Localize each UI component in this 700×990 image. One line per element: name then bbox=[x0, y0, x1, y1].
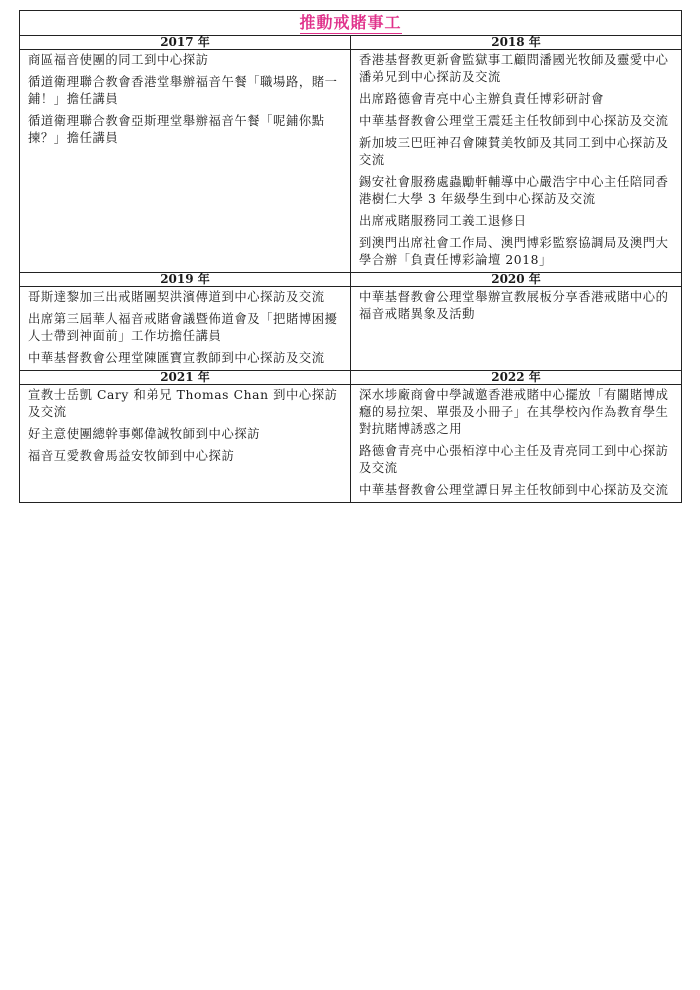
title-cell bbox=[20, 11, 682, 36]
activity-entry: 哥斯達黎加三出戒賭團契洪濱傳道到中心探訪及交流 bbox=[28, 290, 325, 304]
year-entries bbox=[20, 385, 351, 503]
year-entries bbox=[20, 50, 351, 273]
activity-entry: 福音互愛教會馬益安牧師到中心探訪 bbox=[28, 449, 235, 463]
ministry-table bbox=[19, 10, 682, 503]
activity-entry: 循道衛理聯合教會亞斯理堂舉辦福音午餐「呢鋪你點揀？」擔任講員 bbox=[28, 114, 325, 145]
activity-entry: 好主意使團總幹事鄭偉誠牧師到中心探訪 bbox=[28, 427, 261, 441]
activity-entry: 新加坡三巴旺神召會陳賛美牧師及其同工到中心探訪及交流 bbox=[359, 136, 669, 167]
year-entries bbox=[351, 287, 682, 371]
activity-entry: 出席第三屆華人福音戒賭會議暨佈道會及「把賭博困擾人士帶到神面前」工作坊擔任講員 bbox=[28, 312, 338, 343]
activity-entry: 路德會青亮中心張栢淳中心主任及青亮同工到中心探訪及交流 bbox=[359, 444, 669, 475]
year-header-row bbox=[20, 36, 682, 50]
year-heading: 2017 年 bbox=[20, 36, 351, 50]
year-heading: 2019 年 bbox=[20, 273, 351, 287]
activity-entry: 到澳門出席社會工作局、澳門博彩監察協調局及澳門大學合辦「負責任博彩論壇 2018」 bbox=[359, 236, 669, 267]
year-entries bbox=[351, 385, 682, 503]
year-content-row bbox=[20, 50, 682, 273]
activity-entry: 中華基督教會公理堂陳匯寶宣教師到中心探訪及交流 bbox=[28, 351, 325, 365]
year-heading: 2022 年 bbox=[351, 371, 682, 385]
year-heading: 2018 年 bbox=[351, 36, 682, 50]
activity-entry: 中華基督教會公理堂王震廷主任牧師到中心探訪及交流 bbox=[359, 114, 669, 128]
title-row bbox=[20, 11, 682, 36]
year-heading: 2020 年 bbox=[351, 273, 682, 287]
activity-entry: 香港基督教更新會監獄事工顧問潘國光牧師及靈愛中心潘弟兄到中心探訪及交流 bbox=[359, 53, 669, 84]
year-content-row bbox=[20, 287, 682, 371]
document-page bbox=[19, 10, 681, 503]
activity-entry: 出席戒賭服務同工義工退修日 bbox=[359, 214, 527, 228]
activity-entry: 宣教士岳凱 Cary 和弟兄 Thomas Chan 到中心探訪及交流 bbox=[28, 388, 338, 419]
year-entries bbox=[20, 287, 351, 371]
year-entries bbox=[351, 50, 682, 273]
activity-entry: 錫安社會服務處蟲勵軒輔導中心嚴浩宇中心主任陪同香港樹仁大學 3 年級學生到中心探訪及交流 bbox=[359, 175, 669, 206]
page-title: 推動戒賭事工 bbox=[299, 12, 402, 32]
activity-entry: 循道衛理聯合教會香港堂舉辦福音午餐「職場路，賭一鋪！」擔任講員 bbox=[28, 75, 338, 106]
year-header-row bbox=[20, 371, 682, 385]
year-content-row bbox=[20, 385, 682, 503]
activity-entry: 商區福音使團的同工到中心探訪 bbox=[28, 53, 209, 67]
activity-entry: 中華基督教會公理堂舉辦宣教展板分享香港戒賭中心的福音戒賭異象及活動 bbox=[359, 290, 669, 321]
activity-entry: 出席路德會青亮中心主辦負責任博彩研討會 bbox=[359, 92, 605, 106]
year-heading: 2021 年 bbox=[20, 371, 351, 385]
activity-entry: 深水埗廠商會中學誠邀香港戒賭中心擺放「有關賭博成癮的易拉架、單張及小冊子」在其學校內作為教育學生對抗賭博誘惑之用 bbox=[359, 388, 669, 436]
activity-entry: 中華基督教會公理堂譚日昇主任牧師到中心探訪及交流 bbox=[359, 483, 669, 497]
year-header-row bbox=[20, 273, 682, 287]
